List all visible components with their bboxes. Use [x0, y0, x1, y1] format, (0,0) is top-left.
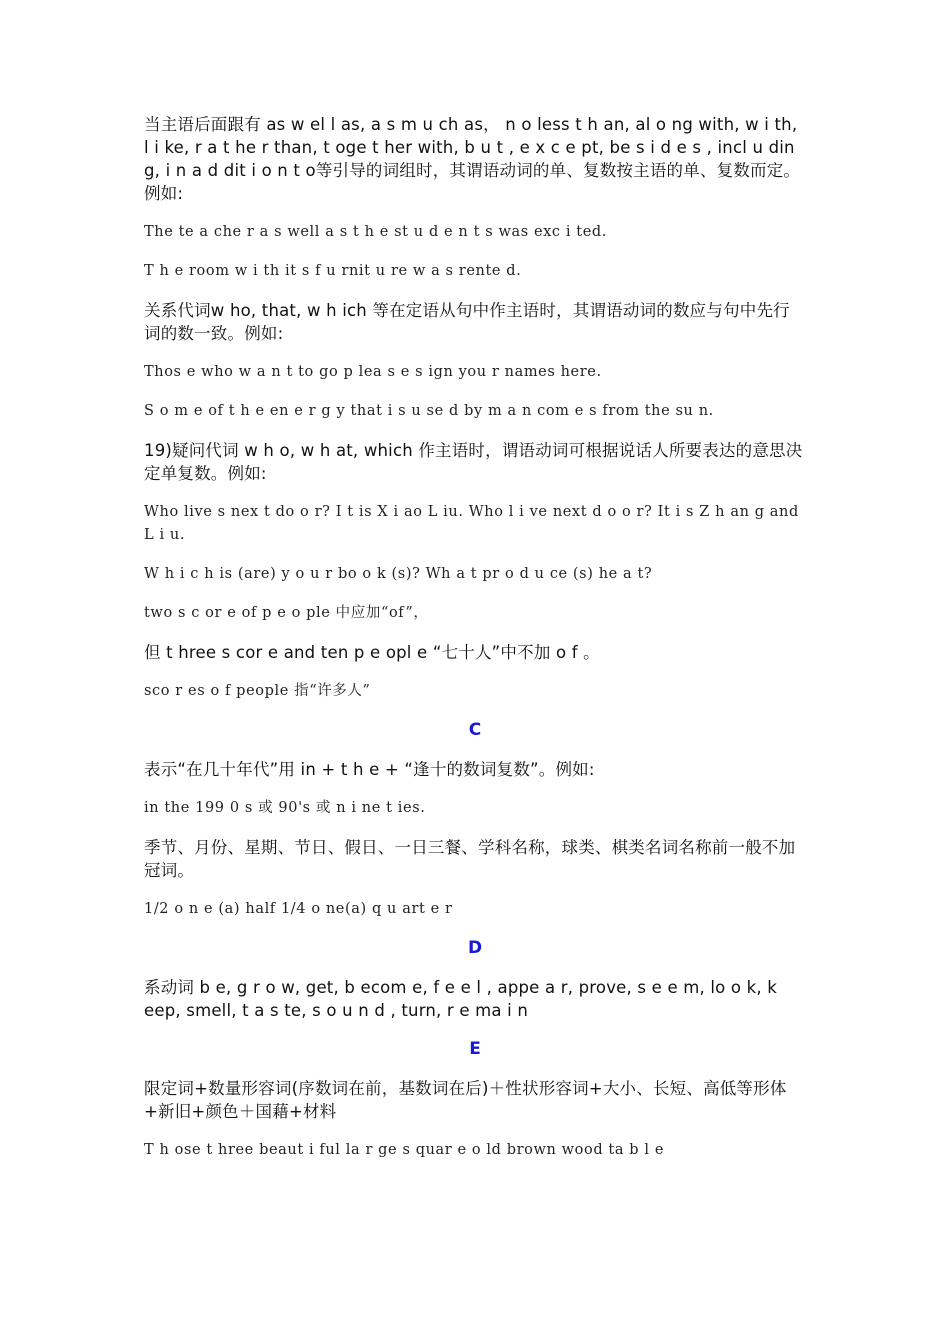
example-teacher: The te a che r a s well a s t h e st u d e n t s was exc i ted.	[144, 224, 608, 240]
paragraph-relative-pronoun: 关系代词w ho, that, w h ich 等在定语从句中作主语时，其谓语动词的数应与句中先行词的数一致。例如:	[144, 301, 790, 343]
paragraph-decades: 表示“在几十年代”用 in + t h e + “逢十的数词复数”。例如:	[144, 760, 595, 779]
paragraph-adjective-order: 限定词+数量形容词(序数词在前，基数词在后)＋性状形容词+大小、长短、高低等形体+新旧+颜色＋国藉+材料	[144, 1079, 787, 1121]
paragraph-linking-verbs: 系动词 b e, g r o w, get, b ecom e, f e e l , appe a r, prove, s e e m, lo o k, k eep, smell, t a s te, s o u n d , turn, r e ma i n	[144, 978, 778, 1020]
example-three-score: 但 t hree s cor e and ten p e opl e “七十人”中不加 o f 。	[144, 643, 600, 662]
example-fractions: 1/2 o n e (a) half 1/4 o ne(a) q u art e r	[144, 901, 453, 917]
example-energy: S o m e of t h e en e r g y that i s u se d by m a n com e s from the su n.	[144, 403, 714, 419]
document-body	[144, 113, 806, 1178]
example-scores-of: sco r es o f people 指“许多人”	[144, 683, 371, 699]
example-1990s: in the 199 0 s 或 90's 或 n i ne t ies.	[144, 800, 426, 816]
section-heading-e: E	[469, 1039, 481, 1059]
paragraph-subject-phrases: 当主语后面跟有 as w el l as, a s m u ch as， n o less t h an, al o ng with, w i th, l i ke, r a t he r than, t oge t her with, b u t , e x c e pt, be s i d e s , incl u din g, i n a d dit i o n t o等引导的词组时，其谓语动词的单、复数按主语的单、复数而定。例如:	[144, 115, 801, 203]
example-tables: T h ose t hree beaut i ful la r ge s quar e o ld brown wood ta b l e	[144, 1142, 665, 1158]
example-who-lives: Who live s nex t do o r? I t is X i ao L iu. Who l i ve next d o o r? It i s Z h an g and L i u.	[144, 504, 799, 543]
section-heading-d: D	[467, 938, 483, 958]
paragraph-interrogative-pronoun: 19)疑问代词 w h o, w h at, which 作主语时，谓语动词可根据说话人所要表达的意思决定单复数。例如:	[144, 441, 803, 483]
example-two-score: two s c or e of p e o ple 中应加“of”，	[144, 605, 429, 621]
example-those: Thos e who w a n t to go p lea s e s ign you r names here.	[144, 364, 602, 380]
example-which-book: W h i c h is (are) y o u r bo o k (s)? Wh a t pr o d u ce (s) he a t?	[144, 566, 653, 582]
example-room: T h e room w i th it s f u rnit u re w a s rente d.	[144, 263, 522, 279]
paragraph-no-article: 季节、月份、星期、节日、假日、一日三餐、学科名称，球类、棋类名词名称前一般不加冠词。	[144, 838, 796, 880]
section-heading-c: C	[468, 720, 482, 740]
